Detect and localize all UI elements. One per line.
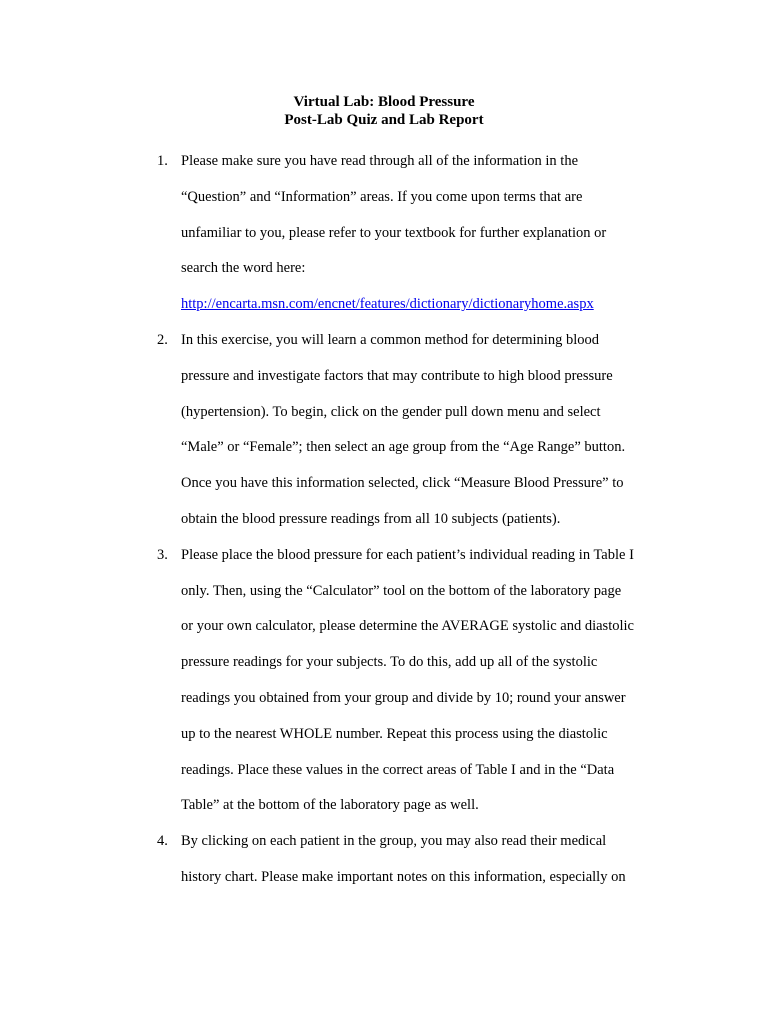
text-line: Please place the blood pressure for each patient’s individual reading in Table I — [181, 546, 634, 563]
text-line: “Question” and “Information” areas. If you come upon terms that are — [181, 188, 583, 205]
title-line-1: Virtual Lab: Blood Pressure — [293, 94, 475, 110]
document-title — [0, 93, 768, 129]
dictionary-link[interactable]: http://encarta.msn.com/encnet/features/dictionary/dictionaryhome.aspx — [181, 296, 594, 313]
text-line: (hypertension). To begin, click on the gender pull down menu and select — [181, 403, 601, 420]
item-text — [181, 824, 661, 896]
text-line: Once you have this information selected, click “Measure Blood Pressure” to — [181, 475, 624, 492]
list-item-1 — [0, 144, 768, 323]
item-text — [181, 144, 661, 323]
text-line: readings you obtained from your group and divide by 10; round your answer — [181, 689, 626, 706]
text-line: search the word here: — [181, 260, 306, 277]
item-number: 3. — [157, 546, 168, 563]
text-line: pressure and investigate factors that may contribute to high blood pressure — [181, 367, 613, 384]
list-item-2 — [0, 323, 768, 538]
text-line: In this exercise, you will learn a common method for determining blood — [181, 331, 599, 348]
text-line: pressure readings for your subjects. To do this, add up all of the systolic — [181, 654, 598, 671]
text-line: unfamiliar to you, please refer to your textbook for further explanation or — [181, 224, 607, 241]
text-line: “Male” or “Female”; then select an age group from the “Age Range” button. — [181, 439, 626, 456]
text-line: Please make sure you have read through all of the information in the — [181, 153, 579, 169]
item-text — [181, 323, 661, 538]
list-item-4 — [0, 824, 768, 896]
item-text — [181, 538, 661, 824]
text-line: or your own calculator, please determine the AVERAGE systolic and diastolic — [181, 618, 634, 635]
title-line-2: Post-Lab Quiz and Lab Report — [284, 112, 484, 128]
text-line: history chart. Please make important notes on this information, especially on — [181, 868, 626, 885]
text-line: Table” at the bottom of the laboratory page as well. — [181, 797, 479, 814]
item-number: 4. — [157, 833, 168, 850]
list-item-3 — [0, 538, 768, 824]
text-line: By clicking on each patient in the group, you may also read their medical — [181, 833, 607, 850]
text-line: obtain the blood pressure readings from all 10 subjects (patients). — [181, 510, 561, 527]
instruction-list — [0, 144, 768, 896]
item-number: 2. — [157, 331, 168, 348]
text-line: up to the nearest WHOLE number. Repeat this process using the diastolic — [181, 725, 608, 742]
text-line: readings. Place these values in the correct areas of Table I and in the “Data — [181, 761, 615, 778]
item-number: 1. — [157, 153, 168, 169]
text-line: only. Then, using the “Calculator” tool on the bottom of the laboratory page — [181, 582, 622, 599]
